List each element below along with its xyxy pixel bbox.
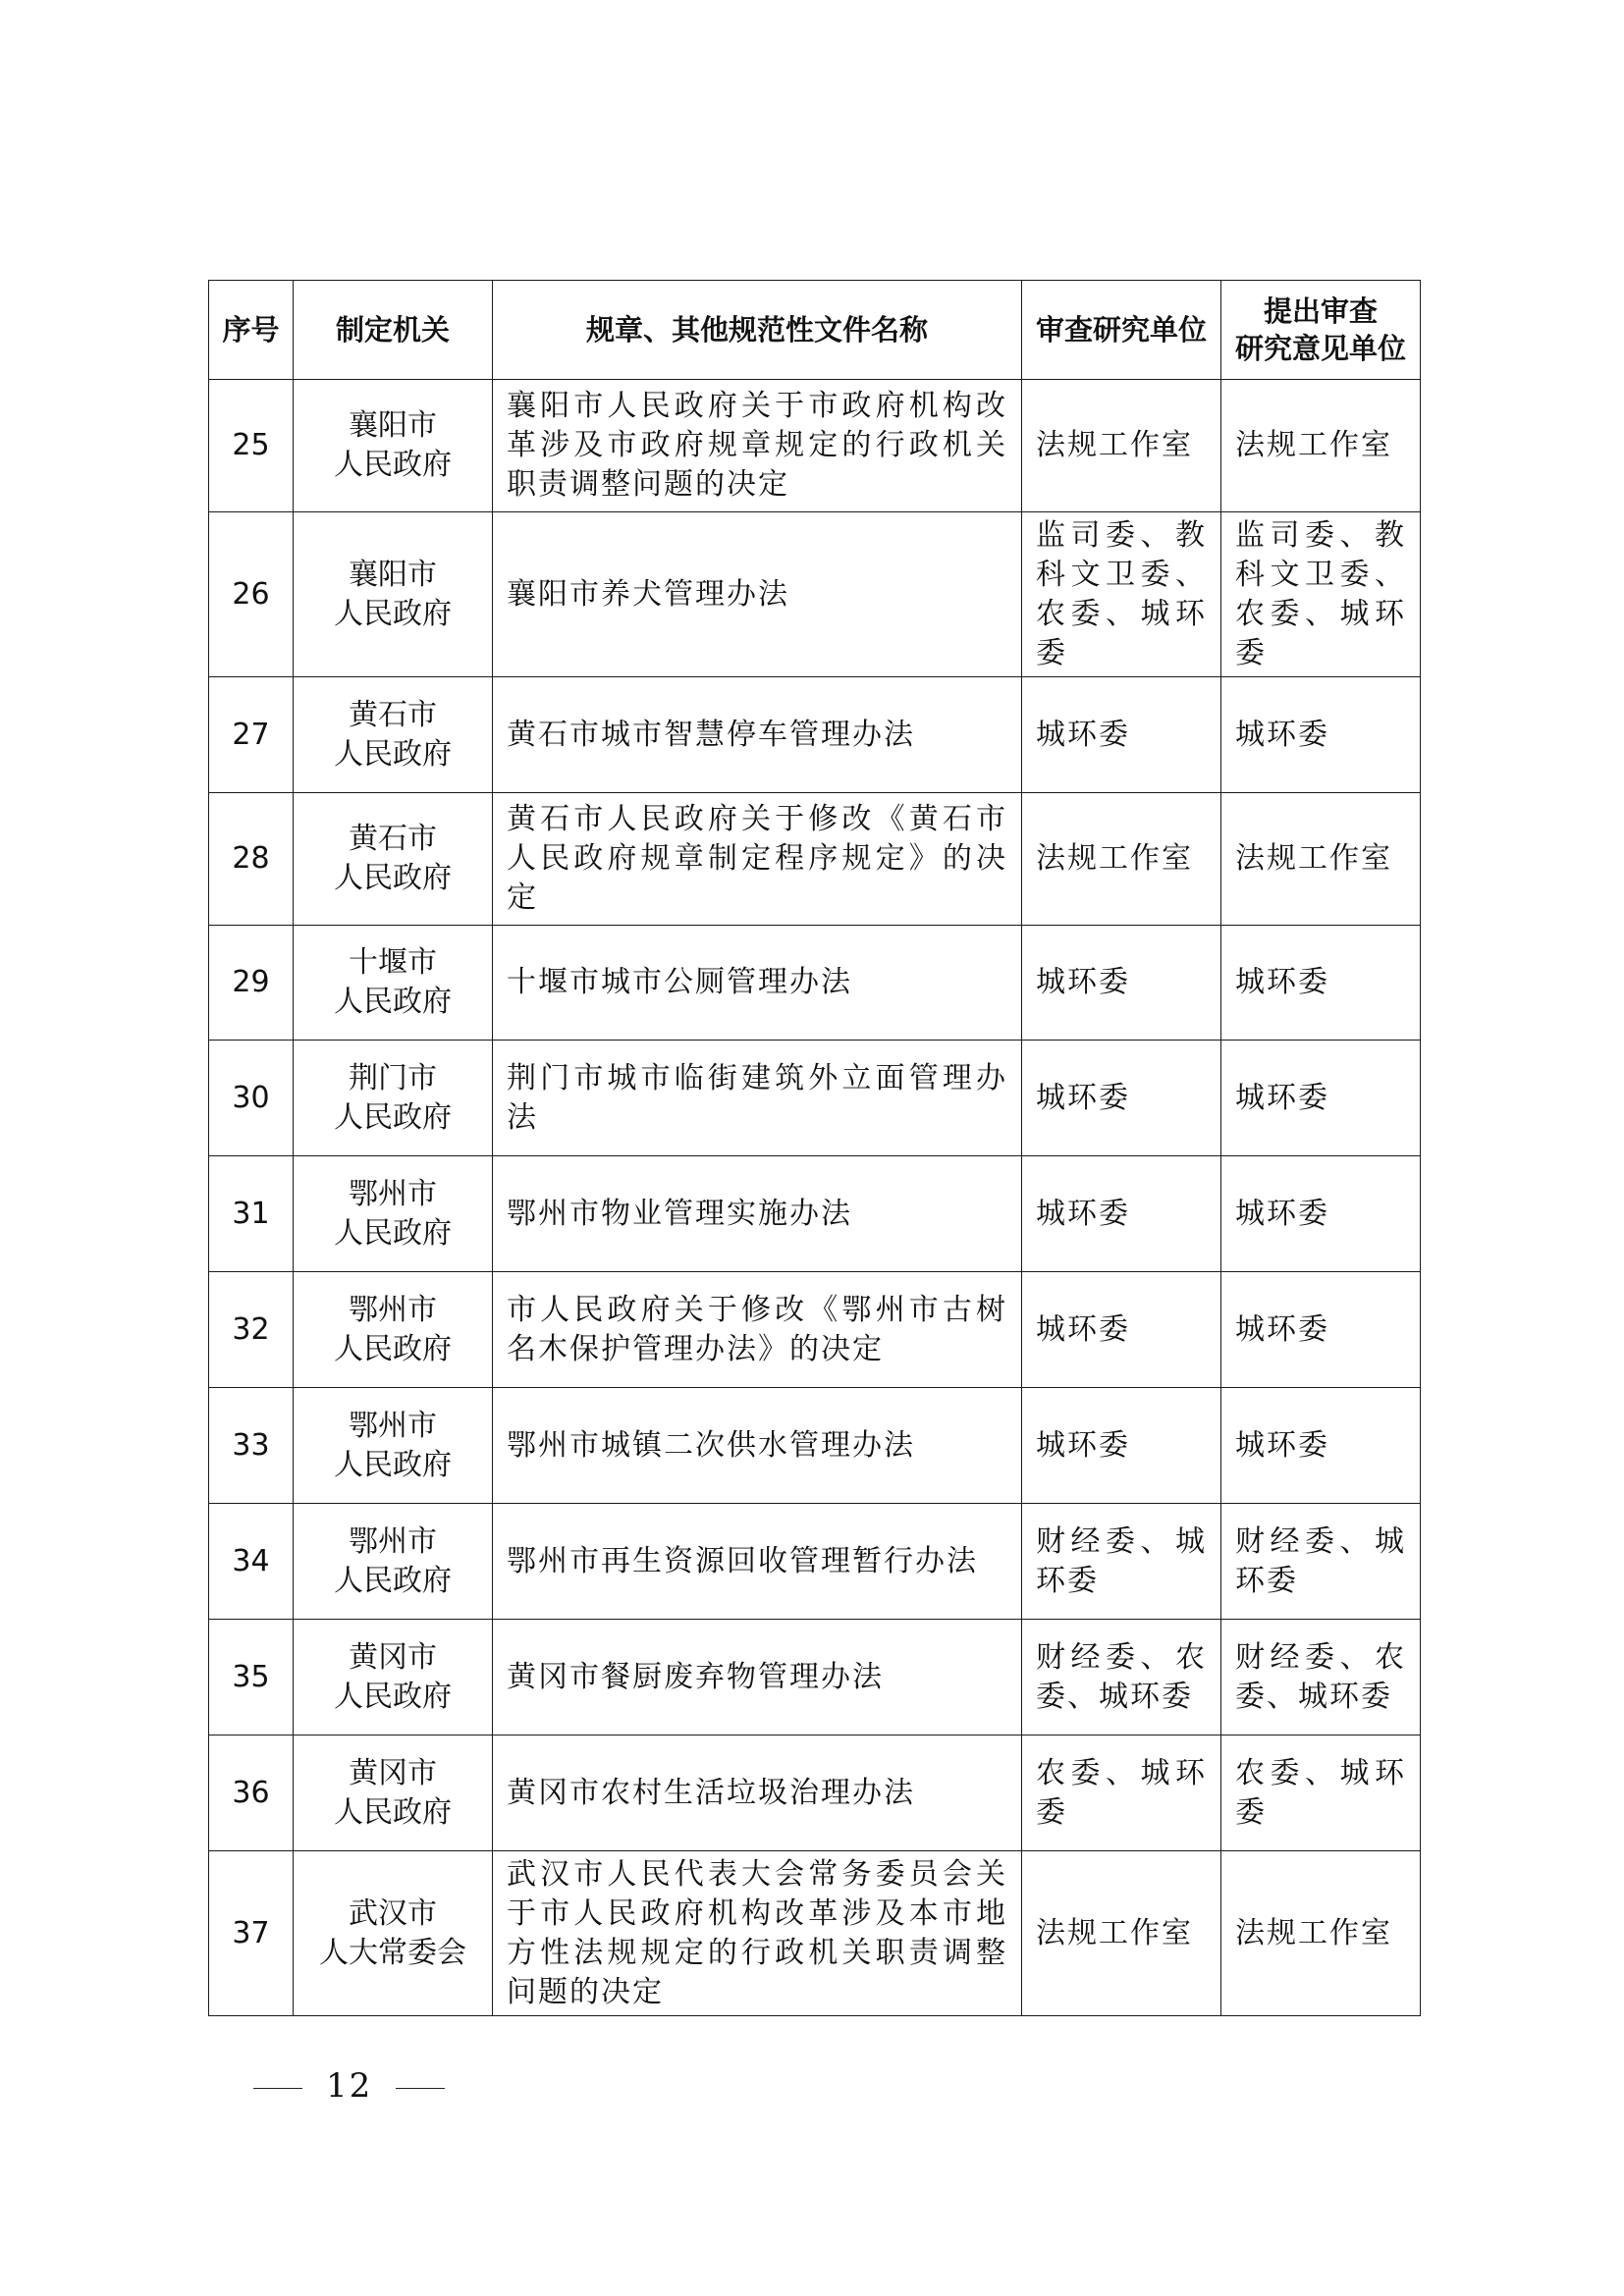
header-title: 规章、其他规范性文件名称 bbox=[493, 281, 1022, 380]
table-row bbox=[209, 677, 1421, 793]
regulations-table bbox=[208, 280, 1421, 2016]
row-organ bbox=[294, 1620, 493, 1735]
row-organ-body: 人民政府 bbox=[334, 1447, 452, 1482]
row-number: 34 bbox=[209, 1504, 294, 1620]
row-number: 35 bbox=[209, 1620, 294, 1735]
row-opinion-unit: 城环委 bbox=[1221, 1156, 1421, 1272]
row-number: 29 bbox=[209, 926, 294, 1041]
row-opinion-unit: 城环委 bbox=[1221, 1388, 1421, 1504]
row-organ-body: 人民政府 bbox=[334, 596, 452, 631]
row-organ-city: 鄂州市 bbox=[349, 1523, 437, 1559]
row-organ bbox=[294, 1388, 493, 1504]
row-organ bbox=[294, 1272, 493, 1388]
header-opinion-line1: 提出审查 bbox=[1263, 294, 1378, 328]
row-review-unit: 城环委 bbox=[1022, 1156, 1221, 1272]
footer-left-dash bbox=[253, 2088, 302, 2089]
row-organ-body: 人民政府 bbox=[334, 1794, 452, 1830]
table-row bbox=[209, 1041, 1421, 1156]
page-footer bbox=[253, 2066, 445, 2106]
row-opinion-unit: 城环委 bbox=[1221, 1272, 1421, 1388]
header-num: 序号 bbox=[209, 281, 294, 380]
row-organ bbox=[294, 793, 493, 926]
row-organ-body: 人大常委会 bbox=[319, 1935, 466, 1970]
row-review-unit: 财经委、农委、城环委 bbox=[1022, 1620, 1221, 1735]
row-number: 27 bbox=[209, 677, 294, 793]
row-organ-body: 人民政府 bbox=[334, 1331, 452, 1366]
row-document-title: 鄂州市城镇二次供水管理办法 bbox=[493, 1388, 1022, 1504]
table-header-row bbox=[209, 281, 1421, 380]
table-row bbox=[209, 1735, 1421, 1851]
row-opinion-unit: 城环委 bbox=[1221, 926, 1421, 1041]
row-organ bbox=[294, 677, 493, 793]
row-review-unit: 城环委 bbox=[1022, 1041, 1221, 1156]
row-organ bbox=[294, 512, 493, 677]
header-org: 制定机关 bbox=[294, 281, 493, 380]
row-review-unit: 法规工作室 bbox=[1022, 1851, 1221, 2016]
row-review-unit: 城环委 bbox=[1022, 926, 1221, 1041]
row-organ bbox=[294, 1735, 493, 1851]
row-review-unit: 城环委 bbox=[1022, 677, 1221, 793]
row-organ-city: 十堰市 bbox=[349, 945, 437, 980]
row-number: 33 bbox=[209, 1388, 294, 1504]
table-row bbox=[209, 512, 1421, 677]
row-document-title: 鄂州市再生资源回收管理暂行办法 bbox=[493, 1504, 1022, 1620]
row-organ-city: 鄂州市 bbox=[349, 1292, 437, 1327]
header-opinion bbox=[1221, 281, 1421, 380]
row-opinion-unit: 法规工作室 bbox=[1221, 380, 1421, 512]
header-review: 审查研究单位 bbox=[1022, 281, 1221, 380]
table-row bbox=[209, 1388, 1421, 1504]
row-organ-city: 黄冈市 bbox=[349, 1639, 437, 1675]
table-row bbox=[209, 793, 1421, 926]
row-organ bbox=[294, 926, 493, 1041]
row-opinion-unit: 城环委 bbox=[1221, 677, 1421, 793]
row-organ-city: 鄂州市 bbox=[349, 1408, 437, 1443]
table-row bbox=[209, 1156, 1421, 1272]
row-organ-city: 黄石市 bbox=[349, 822, 437, 856]
row-number: 36 bbox=[209, 1735, 294, 1851]
row-organ-city: 襄阳市 bbox=[349, 557, 437, 592]
row-organ-city: 鄂州市 bbox=[349, 1176, 437, 1211]
table-row bbox=[209, 1620, 1421, 1735]
row-review-unit: 城环委 bbox=[1022, 1388, 1221, 1504]
row-organ bbox=[294, 1041, 493, 1156]
row-organ-body: 人民政府 bbox=[334, 448, 452, 482]
header-opinion-line2: 研究意见单位 bbox=[1234, 332, 1406, 365]
row-organ-city: 黄石市 bbox=[349, 697, 437, 732]
row-number: 25 bbox=[209, 380, 294, 512]
row-document-title: 黄石市人民政府关于修改《黄石市人民政府规章制定程序规定》的决定 bbox=[493, 793, 1022, 926]
table-row bbox=[209, 1504, 1421, 1620]
footer-right-dash bbox=[396, 2088, 445, 2089]
table-row bbox=[209, 926, 1421, 1041]
row-organ-city: 黄冈市 bbox=[349, 1755, 437, 1790]
row-organ-body: 人民政府 bbox=[334, 985, 452, 1019]
row-document-title: 黄冈市餐厨废弃物管理办法 bbox=[493, 1620, 1022, 1735]
row-organ-body: 人民政府 bbox=[334, 861, 452, 895]
row-document-title: 武汉市人民代表大会常务委员会关于市人民政府机构改革涉及本市地方性法规规定的行政机关职责调整问题的决定 bbox=[493, 1851, 1022, 2016]
table-row bbox=[209, 1851, 1421, 2016]
row-organ-city: 荆门市 bbox=[349, 1060, 437, 1095]
row-number: 28 bbox=[209, 793, 294, 926]
row-organ-body: 人民政府 bbox=[334, 736, 452, 772]
row-number: 26 bbox=[209, 512, 294, 677]
row-organ-city: 武汉市 bbox=[349, 1896, 437, 1931]
row-number: 32 bbox=[209, 1272, 294, 1388]
row-document-title: 市人民政府关于修改《鄂州市古树名木保护管理办法》的决定 bbox=[493, 1272, 1022, 1388]
row-organ bbox=[294, 380, 493, 512]
row-opinion-unit: 财经委、城环委 bbox=[1221, 1504, 1421, 1620]
row-review-unit: 监司委、教科文卫委、农委、城环委 bbox=[1022, 512, 1221, 677]
row-opinion-unit: 法规工作室 bbox=[1221, 793, 1421, 926]
row-document-title: 黄冈市农村生活垃圾治理办法 bbox=[493, 1735, 1022, 1851]
row-opinion-unit: 农委、城环委 bbox=[1221, 1735, 1421, 1851]
table-row bbox=[209, 380, 1421, 512]
row-document-title: 鄂州市物业管理实施办法 bbox=[493, 1156, 1022, 1272]
row-organ-body: 人民政府 bbox=[334, 1099, 452, 1135]
row-number: 30 bbox=[209, 1041, 294, 1156]
row-organ bbox=[294, 1504, 493, 1620]
row-review-unit: 财经委、城环委 bbox=[1022, 1504, 1221, 1620]
row-review-unit: 法规工作室 bbox=[1022, 793, 1221, 926]
row-organ-body: 人民政府 bbox=[334, 1215, 452, 1251]
row-opinion-unit: 财经委、农委、城环委 bbox=[1221, 1620, 1421, 1735]
row-opinion-unit: 城环委 bbox=[1221, 1041, 1421, 1156]
row-document-title: 荆门市城市临街建筑外立面管理办法 bbox=[493, 1041, 1022, 1156]
row-organ bbox=[294, 1156, 493, 1272]
row-document-title: 襄阳市人民政府关于市政府机构改革涉及市政府规章规定的行政机关职责调整问题的决定 bbox=[493, 380, 1022, 512]
row-review-unit: 农委、城环委 bbox=[1022, 1735, 1221, 1851]
table-row bbox=[209, 1272, 1421, 1388]
row-organ-city: 襄阳市 bbox=[349, 408, 437, 443]
row-number: 37 bbox=[209, 1851, 294, 2016]
row-opinion-unit: 监司委、教科文卫委、农委、城环委 bbox=[1221, 512, 1421, 677]
row-organ-body: 人民政府 bbox=[334, 1563, 452, 1598]
row-document-title: 襄阳市养犬管理办法 bbox=[493, 512, 1022, 677]
row-review-unit: 法规工作室 bbox=[1022, 380, 1221, 512]
row-opinion-unit: 法规工作室 bbox=[1221, 1851, 1421, 2016]
row-organ-body: 人民政府 bbox=[334, 1679, 452, 1714]
row-review-unit: 城环委 bbox=[1022, 1272, 1221, 1388]
page-number: 12 bbox=[326, 2066, 373, 2106]
row-number: 31 bbox=[209, 1156, 294, 1272]
row-organ bbox=[294, 1851, 493, 2016]
row-document-title: 黄石市城市智慧停车管理办法 bbox=[493, 677, 1022, 793]
row-document-title: 十堰市城市公厕管理办法 bbox=[493, 926, 1022, 1041]
